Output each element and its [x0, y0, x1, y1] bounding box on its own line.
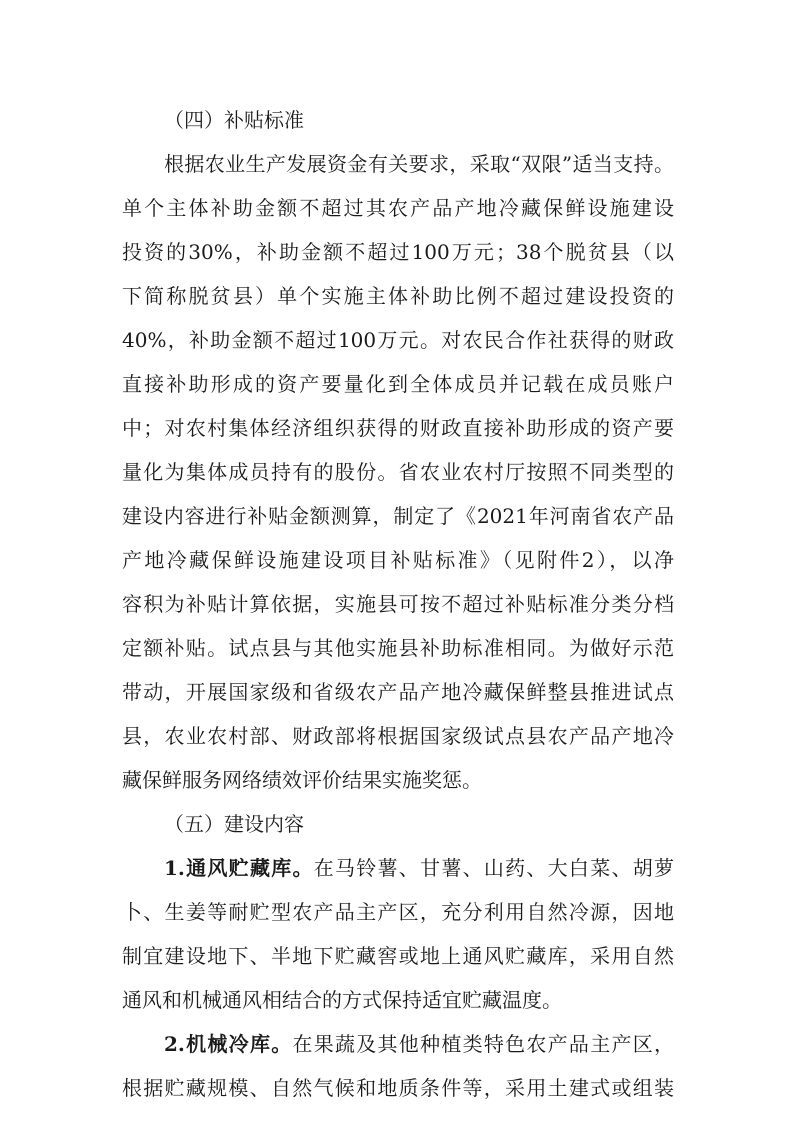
paragraph-line: 投资的30%，补助金额不超过100万元；38个脱贫县（以 [122, 240, 674, 264]
paragraph-line: 根据贮藏规模、自然气候和地质条件等，采用土建式或组装 [122, 1076, 674, 1100]
item-2-text: 在果蔬及其他种植类特色农产品主产区， [292, 1032, 674, 1056]
paragraph-line: 单个主体补助金额不超过其农产品产地冷藏保鲜设施建设 [122, 196, 674, 220]
paragraph-line: 量化为集体成员持有的股份。省农业农村厅按照不同类型的 [122, 460, 674, 484]
paragraph-line: 建设内容进行补贴金额测算，制定了《2021年河南省农产品 [122, 504, 674, 528]
paragraph-line: 县，农业农村部、财政部将根据国家级试点县农产品产地冷 [122, 724, 674, 748]
item-1-first-line [164, 846, 674, 890]
paragraph-line: 制宜建设地下、半地下贮藏窖或地上通风贮藏库，采用自然 [122, 944, 674, 968]
paragraph-line: 产地冷藏保鲜设施建设项目补贴标准》（见附件2），以净 [122, 548, 674, 572]
item-2-title: 2.机械冷库。 [164, 1032, 293, 1056]
paragraph-line: 中；对农村集体经济组织获得的财政直接补助形成的资产要 [122, 416, 674, 440]
paragraph-line: 直接补助形成的资产要量化到全体成员并记载在成员账户 [122, 372, 674, 396]
paragraph-line: 根据农业生产发展资金有关要求，采取“双限”适当支持。 [164, 152, 674, 176]
paragraph-line: 定额补贴。试点县与其他实施县补助标准相同。为做好示范 [122, 636, 674, 660]
paragraph-line: 40%，补助金额不超过100万元。对农民合作社获得的财政 [122, 328, 674, 352]
paragraph-line: 容积为补贴计算依据，实施县可按不超过补贴标准分类分档 [122, 592, 674, 616]
item-1-text: 在马铃薯、甘薯、山药、大白菜、胡萝 [313, 856, 674, 880]
paragraph-line: 通风和机械通风相结合的方式保持适宜贮藏温度。 [122, 988, 562, 1012]
section-5-heading: （五）建设内容 [164, 812, 304, 836]
paragraph-line: 带动，开展国家级和省级农产品产地冷藏保鲜整县推进试点 [122, 680, 674, 704]
item-2-first-line [164, 1022, 674, 1066]
paragraph-line: 卜、生姜等耐贮型农产品主产区，充分利用自然冷源，因地 [122, 900, 674, 924]
paragraph-line: 藏保鲜服务网络绩效评价结果实施奖惩。 [122, 768, 482, 792]
item-1-title: 1.通风贮藏库。 [164, 856, 314, 880]
section-4-heading: （四）补贴标准 [164, 108, 304, 132]
paragraph-line: 下简称脱贫县）单个实施主体补助比例不超过建设投资的 [122, 284, 674, 308]
